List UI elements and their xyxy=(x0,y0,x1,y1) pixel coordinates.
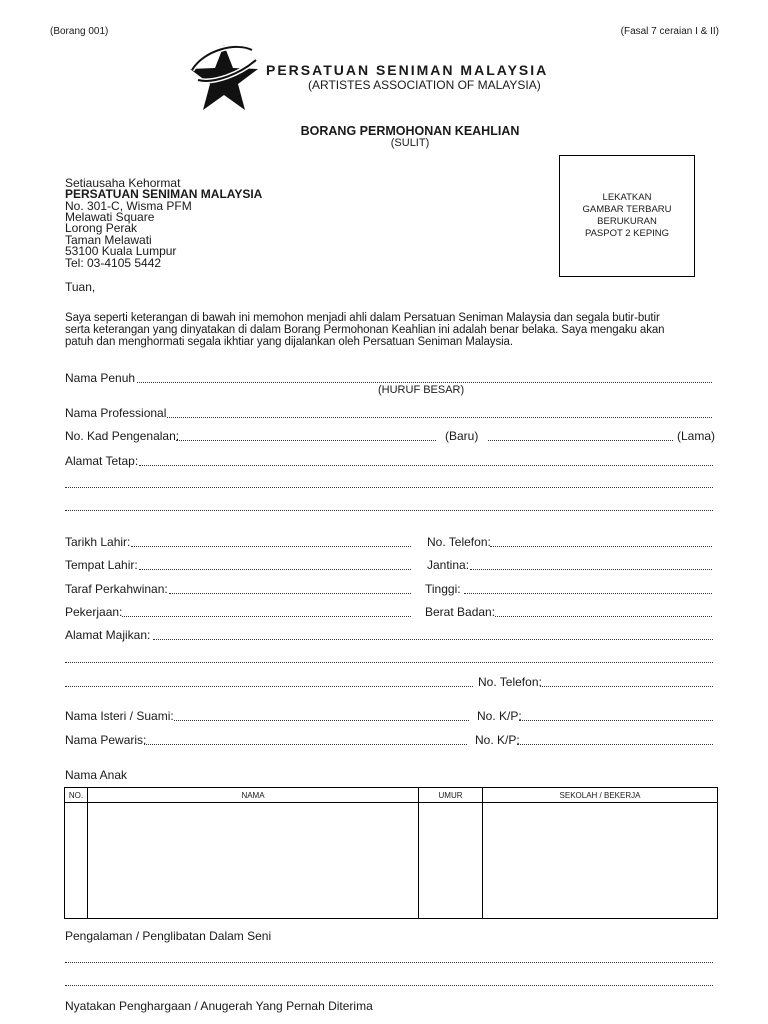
full-name-field[interactable] xyxy=(137,382,712,383)
ic-new-label: (Baru) xyxy=(445,429,479,443)
uppercase-note: (HURUF BESAR) xyxy=(378,384,465,396)
employer-phone-label: No. Telefon: xyxy=(478,675,542,689)
org-english-name: (ARTISTES ASSOCIATION OF MALAYSIA) xyxy=(308,78,541,92)
photo-placeholder xyxy=(559,155,695,277)
heir-ic-label: No. K/P: xyxy=(475,733,520,747)
salutation: Tuan, xyxy=(65,280,96,294)
experience-field-line[interactable] xyxy=(65,985,713,986)
occupation-field[interactable] xyxy=(122,616,411,617)
dob-label: Tarikh Lahir: xyxy=(65,535,131,549)
column-header-name: NAMA xyxy=(88,788,419,803)
ic-old-field[interactable] xyxy=(488,440,673,441)
form-code: (Borang 001) xyxy=(50,26,109,37)
clause-reference: (Fasal 7 ceraian I & II) xyxy=(620,26,719,37)
column-header-no: NO. xyxy=(65,788,88,803)
cell-no[interactable] xyxy=(65,803,88,919)
spouse-label: Nama Isteri / Suami: xyxy=(65,709,174,723)
address-line: 53100 Kuala Lumpur xyxy=(65,244,177,258)
employer-address-field[interactable] xyxy=(153,639,713,640)
professional-name-label: Nama Professional xyxy=(65,406,167,420)
height-label: Tinggi: xyxy=(425,582,461,596)
declaration-line: Saya seperti keterangan di bawah ini memohon menjadi ahli dalam Persatuan Seniman Malaysia dan segala butir-butir xyxy=(65,312,660,324)
heir-field[interactable] xyxy=(144,744,467,745)
occupation-label: Pekerjaan: xyxy=(65,605,123,619)
declaration xyxy=(65,312,664,348)
ic-new-field[interactable] xyxy=(176,440,436,441)
declaration-line: patuh dan menghormati segala ikhtiar yang dijalankan oleh Persatuan Seniman Malaysia. xyxy=(65,336,513,348)
address-line: No. 301-C, Wisma PFM xyxy=(65,199,192,213)
address-line: Lorong Perak xyxy=(65,221,138,235)
marital-label: Taraf Perkahwinan: xyxy=(65,582,168,596)
form-subtitle: (SULIT) xyxy=(390,137,430,149)
experience-field-line[interactable] xyxy=(65,962,713,963)
phone-field[interactable] xyxy=(490,546,712,547)
address-org: PERSATUAN SENIMAN MALAYSIA xyxy=(65,187,263,201)
table-row xyxy=(65,803,718,919)
weight-field[interactable] xyxy=(495,616,712,617)
cell-school-work[interactable] xyxy=(483,803,718,919)
photo-instruction: PASPOT 2 KEPING xyxy=(584,228,670,239)
employer-address-field-line[interactable] xyxy=(65,686,473,687)
experience-label: Pengalaman / Penglibatan Dalam Seni xyxy=(65,929,272,943)
gender-label: Jantina: xyxy=(427,558,470,572)
ic-label: No. Kad Pengenalan: xyxy=(65,429,180,443)
address-line: Taman Melawati xyxy=(65,233,152,247)
pob-label: Tempat Lahir: xyxy=(65,558,138,572)
form-title: BORANG PERMOHONAN KEAHLIAN xyxy=(300,124,520,138)
phone-label: No. Telefon: xyxy=(427,535,491,549)
photo-instruction: BERUKURAN xyxy=(597,216,657,227)
employer-phone-field[interactable] xyxy=(540,686,713,687)
address-label: Alamat Tetap: xyxy=(65,454,139,468)
star-logo-icon xyxy=(184,40,264,114)
column-header-school-work: SEKOLAH / BEKERJA xyxy=(483,788,718,803)
ic-old-label: (Lama) xyxy=(677,429,716,443)
cell-age[interactable] xyxy=(419,803,483,919)
declaration-line: serta keterangan yang dinyatakan di dalam Borang Permohonan Keahlian ini adalah benar belaka. Saya mengaku akan xyxy=(65,324,665,336)
weight-label: Berat Badan: xyxy=(425,605,496,619)
cell-name[interactable] xyxy=(88,803,419,919)
full-name-label: Nama Penuh xyxy=(65,371,136,385)
photo-instruction: GAMBAR TERBARU xyxy=(582,204,672,215)
address-field-line[interactable] xyxy=(65,487,713,488)
org-name: PERSATUAN SENIMAN MALAYSIA xyxy=(266,62,549,78)
pob-field[interactable] xyxy=(139,569,411,570)
gender-field[interactable] xyxy=(470,569,712,570)
employer-address-label: Alamat Majikan: xyxy=(65,628,151,642)
address-line: Setiausaha Kehormat xyxy=(65,176,181,190)
employer-address-field-line[interactable] xyxy=(65,662,713,663)
spouse-ic-field[interactable] xyxy=(519,720,713,721)
heir-ic-field[interactable] xyxy=(517,744,713,745)
address-line: Melawati Square xyxy=(65,210,155,224)
address-phone: Tel: 03-4105 5442 xyxy=(65,256,162,270)
awards-label: Nyatakan Penghargaan / Anugerah Yang Pernah Diterima xyxy=(65,999,373,1013)
marital-field[interactable] xyxy=(169,593,411,594)
heir-label: Nama Pewaris: xyxy=(65,733,147,747)
column-header-age: UMUR xyxy=(419,788,483,803)
spouse-field[interactable] xyxy=(174,720,469,721)
address-field[interactable] xyxy=(139,465,713,466)
children-table xyxy=(64,787,718,919)
address-field-line[interactable] xyxy=(65,510,713,511)
dob-field[interactable] xyxy=(131,546,411,547)
spouse-ic-label: No. K/P: xyxy=(477,709,522,723)
photo-instruction: LEKATKAN xyxy=(602,192,652,203)
professional-name-field[interactable] xyxy=(167,417,712,418)
height-field[interactable] xyxy=(464,593,712,594)
children-label: Nama Anak xyxy=(65,768,128,782)
